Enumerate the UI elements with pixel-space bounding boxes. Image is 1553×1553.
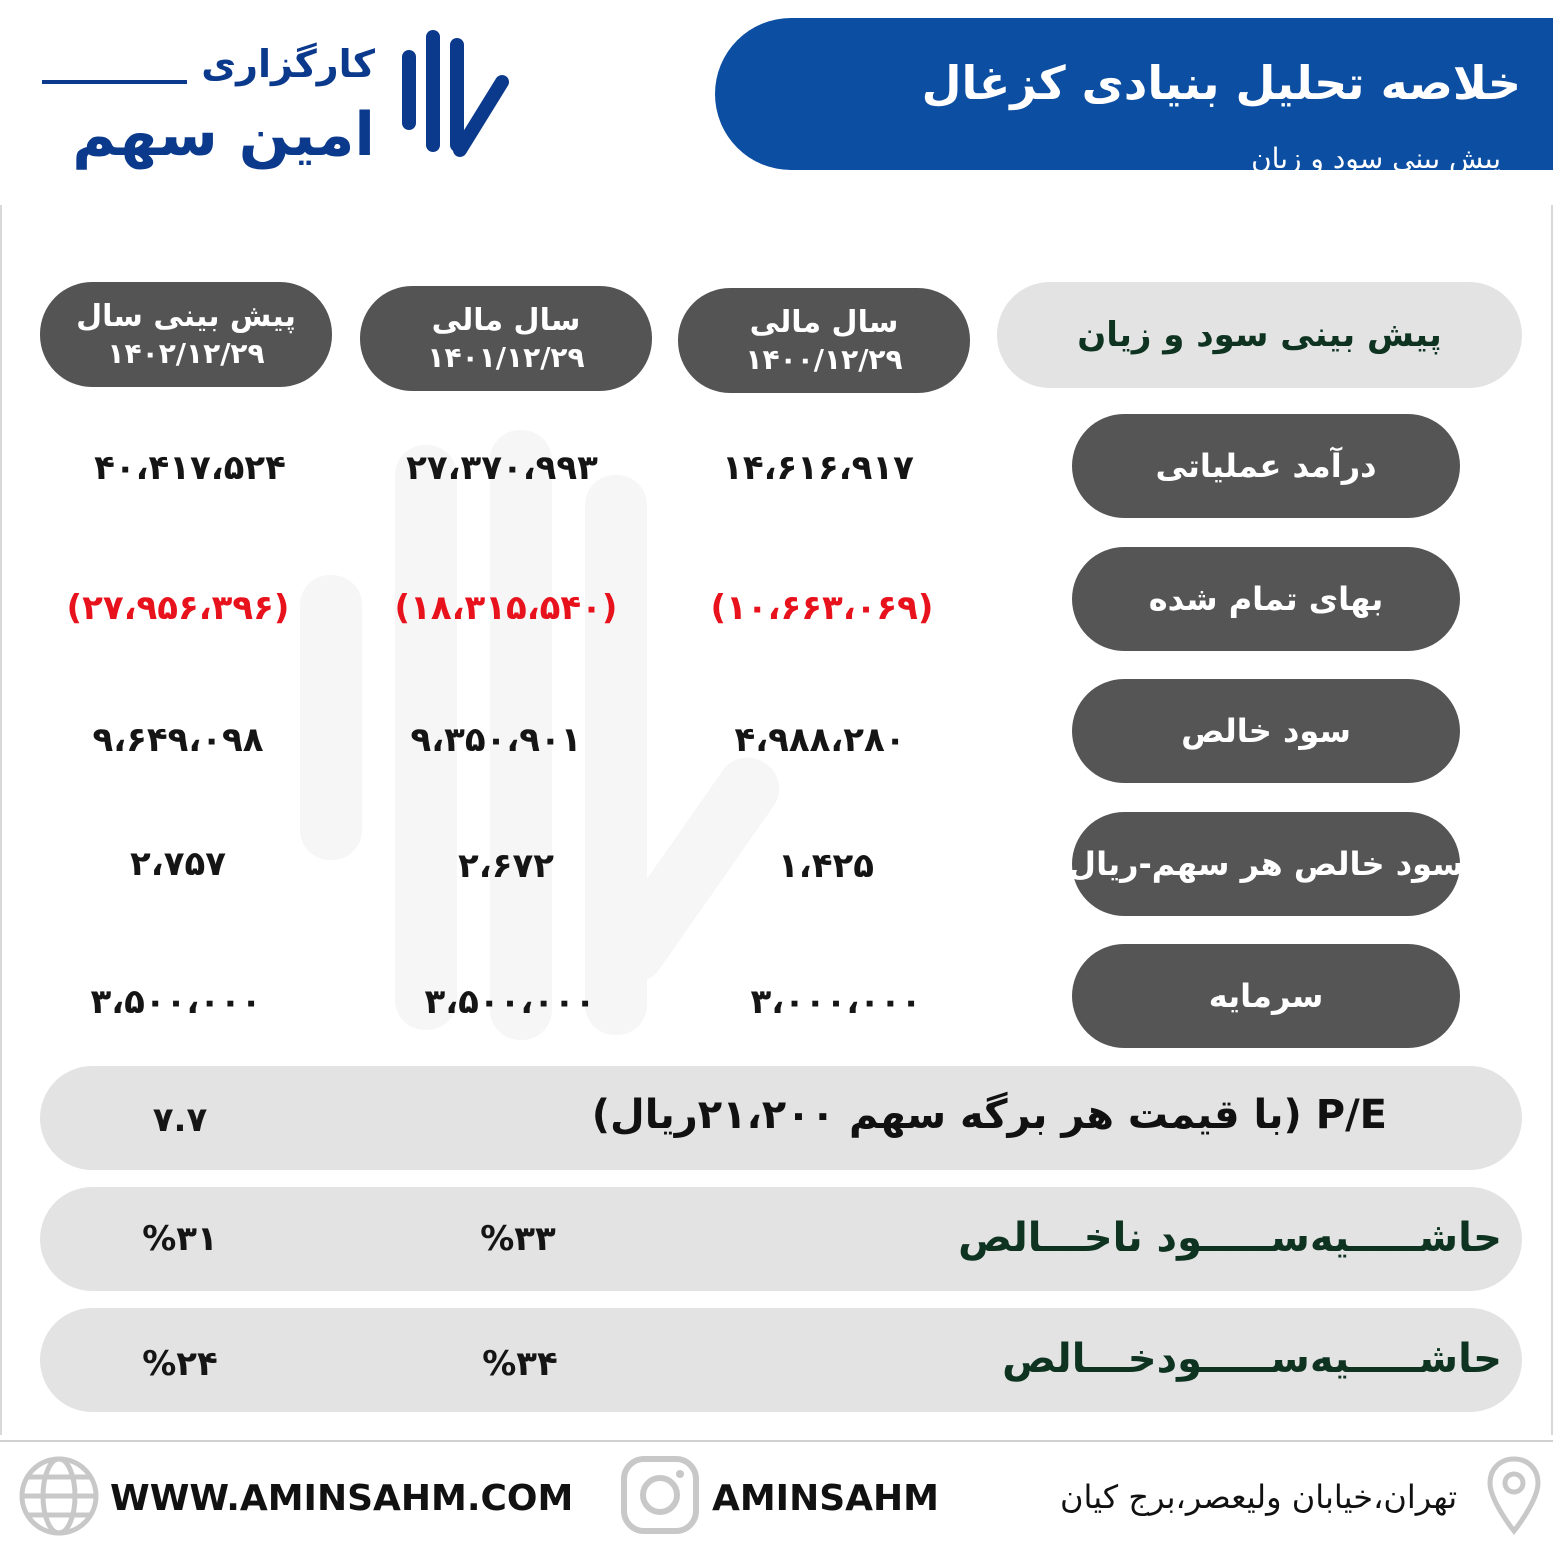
value-eps-1402: ۲،۷۵۷: [130, 844, 226, 884]
value-capital-1402: ۳،۵۰۰،۰۰۰: [90, 982, 262, 1022]
gross-margin-1402: %۳۱: [142, 1219, 218, 1259]
globe-icon: [18, 1455, 100, 1537]
value-capital-1401: ۳،۵۰۰،۰۰۰: [424, 982, 596, 1022]
frame-left-divider: [0, 205, 2, 1435]
gross-margin-1401: %۳۳: [480, 1219, 556, 1259]
column-header-1400: [678, 288, 970, 393]
page-title: خلاصه تحلیل بنیادی کزغال: [921, 56, 1521, 110]
brand-logo: [30, 20, 510, 170]
logo-mark-icon: [400, 20, 510, 160]
logo-line2: امین سهم: [72, 100, 375, 170]
pe-ratio-bar: [40, 1066, 1522, 1170]
value-cost-1402: (۲۷،۹۵۶،۳۹۶): [66, 588, 290, 628]
logo-rule: [42, 80, 187, 84]
page-subtitle: پیش بینی سود و زیان: [1251, 142, 1501, 175]
value-net-profit-1401: ۹،۳۵۰،۹۰۱: [410, 720, 582, 760]
net-margin-1402: %۲۴: [142, 1344, 218, 1384]
pe-ratio-label: P/E (با قیمت هر برگه سهم ۲۱،۲۰۰ریال): [591, 1092, 1387, 1138]
pe-ratio-value: ۷.۷: [152, 1100, 208, 1140]
location-pin-icon: [1486, 1455, 1542, 1537]
value-eps-1401: ۲،۶۷۲: [458, 846, 554, 886]
value-revenue-1400: ۱۴،۶۱۶،۹۱۷: [722, 448, 914, 488]
footer-divider: [0, 1440, 1553, 1442]
instagram-handle[interactable]: AMINSAHM: [712, 1478, 939, 1519]
value-revenue-1402: ۴۰،۴۱۷،۵۲۴: [94, 448, 286, 488]
net-margin-label: حاشـــــیه‌ســـــودخـــالص: [1002, 1336, 1502, 1382]
value-revenue-1401: ۲۷،۳۷۰،۹۹۳: [406, 448, 598, 488]
row-label-cost-of-sales: بهای تمام شده: [1072, 547, 1460, 651]
website-link[interactable]: WWW.AMINSAHM.COM: [110, 1478, 574, 1519]
net-margin-1401: %۳۴: [482, 1344, 558, 1384]
row-label-eps: سود خالص هر سهم-ریال: [1072, 812, 1460, 916]
value-eps-1400: ۱،۴۲۵: [778, 846, 874, 886]
column-header-title: پیش بینی سال: [76, 298, 296, 334]
column-header-title: سال مالی: [431, 302, 581, 338]
address-text: تهران،خیابان ولیعصر،برج کیان: [1060, 1478, 1458, 1516]
value-capital-1400: ۳،۰۰۰،۰۰۰: [750, 982, 922, 1022]
value-net-profit-1400: ۴،۹۸۸،۲۸۰: [734, 720, 906, 760]
value-net-profit-1402: ۹،۶۴۹،۰۹۸: [92, 720, 264, 760]
column-header-title: سال مالی: [749, 304, 899, 340]
logo-line1: کارگزاری: [201, 42, 375, 86]
row-label-net-profit: سود خالص: [1072, 679, 1460, 783]
column-header-1401: [360, 286, 652, 391]
value-cost-1401: (۱۸،۳۱۵،۵۴۰): [394, 588, 618, 628]
gross-margin-bar: [40, 1187, 1522, 1291]
gross-margin-label: حاشـــــیه‌ســـــود ناخـــالص: [958, 1215, 1502, 1261]
column-header-date: ۱۴۰۱/۱۲/۲۹: [427, 340, 585, 374]
column-header-date: ۱۴۰۲/۱۲/۲۹: [107, 336, 265, 370]
net-margin-bar: [40, 1308, 1522, 1412]
instagram-icon: [620, 1455, 700, 1535]
row-label-capital: سرمایه: [1072, 944, 1460, 1048]
column-header-date: ۱۴۰۰/۱۲/۲۹: [745, 342, 903, 376]
column-header-1402-forecast: [40, 282, 332, 387]
row-label-operating-revenue: درآمد عملیاتی: [1072, 414, 1460, 518]
title-banner: [715, 18, 1553, 175]
value-cost-1400: (۱۰،۶۶۳،۰۶۹): [710, 588, 934, 628]
table-label-header: پیش بینی سود و زیان: [997, 282, 1522, 388]
